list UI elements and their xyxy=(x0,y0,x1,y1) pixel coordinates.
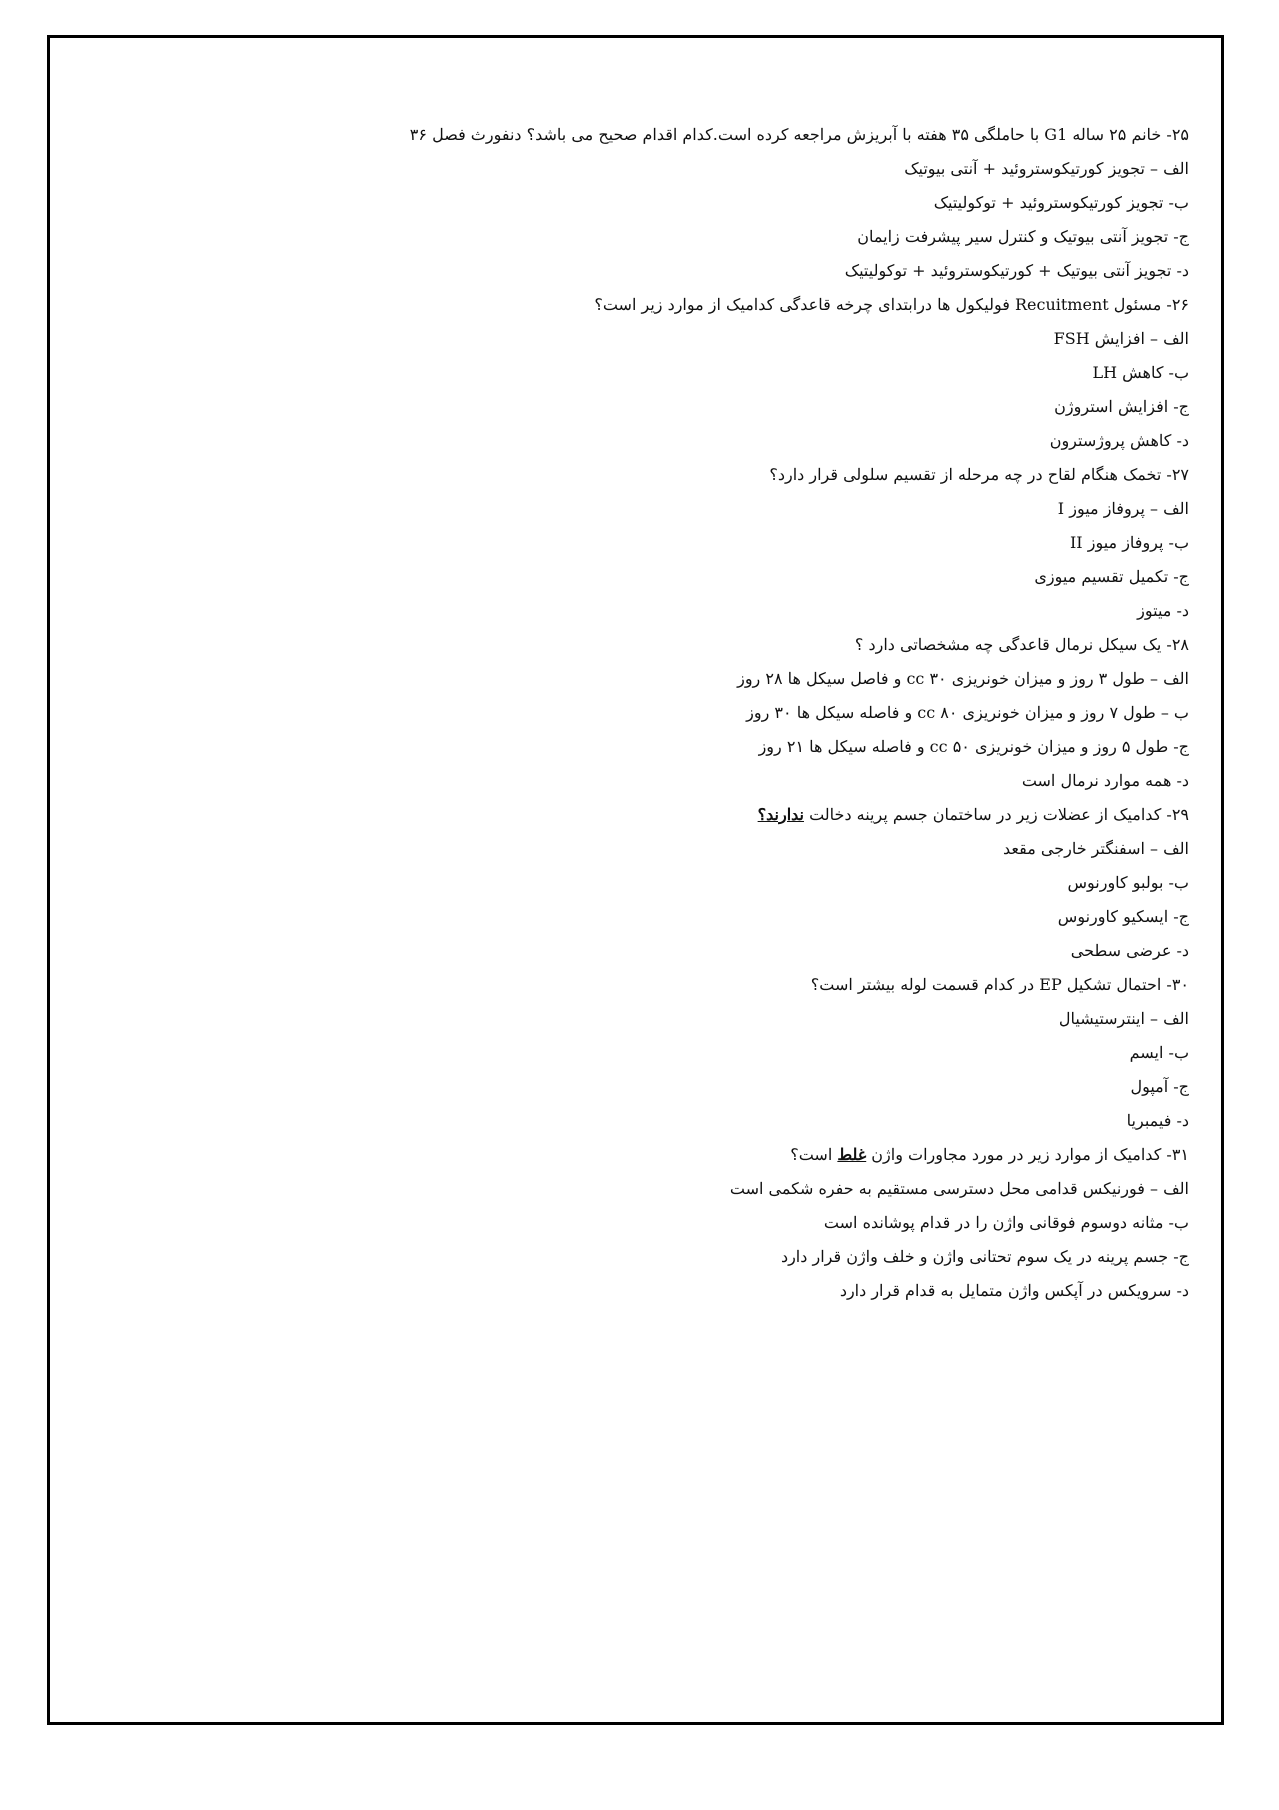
option-jim: ج- طول ۵ روز و میزان خونریزی ۵۰ cc و فاصله سیکل ها ۲۱ روز xyxy=(758,737,1189,756)
option-jim: ج- ایسکیو کاورنوس xyxy=(1057,907,1189,926)
question-text: ۲۷- تخمک هنگام لقاح در چه مرحله از تقسیم سلولی قرار دارد؟ xyxy=(769,465,1189,484)
emphasis-word: غلط xyxy=(837,1145,867,1164)
option-jim: ج- افزایش استروژن xyxy=(1054,397,1189,416)
option-dal: د- عرضی سطحی xyxy=(1070,941,1189,960)
option-dal: د- تجویز آنتی بیوتیک + کورتیکوستروئید + توکولیتیک xyxy=(844,261,1189,280)
question-text xyxy=(129,1138,1189,1172)
option-jim: ج- آمپول xyxy=(1130,1077,1189,1096)
option-alef: الف – فورنیکس قدامی محل دسترسی مستقیم به حفره شکمی است xyxy=(729,1179,1189,1198)
question-30 xyxy=(129,968,1189,1138)
question-28 xyxy=(129,628,1189,798)
question-27 xyxy=(129,458,1189,628)
option-dal: د- همه موارد نرمال است xyxy=(1021,771,1189,790)
option-be: ب – طول ۷ روز و میزان خونریزی ۸۰ cc و فاصله سیکل ها ۳۰ روز xyxy=(746,703,1189,722)
question-text: ۲۶- مسئول Recuitment فولیکول ها درابتدای چرخه قاعدگی کدامیک از موارد زیر است؟ xyxy=(594,295,1189,314)
option-alef: الف – پروفاز میوز I xyxy=(1057,499,1189,518)
option-jim: ج- تکمیل تقسیم میوزی xyxy=(1034,567,1189,586)
question-text: ۳۰- احتمال تشکیل EP در کدام قسمت لوله بیشتر است؟ xyxy=(810,975,1189,994)
option-dal: د- کاهش پروژسترون xyxy=(1049,431,1189,450)
option-alef: الف – اینترستیشیال xyxy=(1058,1009,1189,1028)
question-25 xyxy=(129,118,1189,288)
option-jim: ج- جسم پرینه در یک سوم تحتانی واژن و خلف واژن قرار دارد xyxy=(780,1247,1189,1266)
question-text-main: ۳۱- کدامیک از موارد زیر در مورد مجاورات واژن xyxy=(866,1145,1189,1164)
question-text: ۲۵- خانم ۲۵ ساله G1 با حاملگی ۳۵ هفته با آبریزش مراجعه کرده است.کدام اقدام صحیح می باشد؟ دنفورث فصل ۳۶ xyxy=(409,125,1189,144)
option-be: ب- تجویز کورتیکوستروئید + توکولیتیک xyxy=(933,193,1189,212)
option-alef: الف – تجویز کورتیکوستروئید + آنتی بیوتیک xyxy=(904,159,1189,178)
option-dal: د- سرویکس در آپکس واژن متمایل به قدام قرار دارد xyxy=(839,1281,1189,1300)
option-be: ب- بولبو کاورنوس xyxy=(1067,873,1189,892)
option-alef: الف – افزایش FSH xyxy=(1053,329,1189,348)
question-text xyxy=(129,798,1189,832)
question-text: ۲۸- یک سیکل نرمال قاعدگی چه مشخصاتی دارد ؟ xyxy=(854,635,1189,654)
option-alef: الف – طول ۳ روز و میزان خونریزی ۳۰ cc و فاصل سیکل ها ۲۸ روز xyxy=(737,669,1189,688)
option-alef: الف – اسفنگتر خارجی مقعد xyxy=(1003,839,1189,858)
question-text-tail: است؟ xyxy=(790,1145,838,1164)
option-be: ب- ایسم xyxy=(1129,1043,1189,1062)
question-31 xyxy=(129,1138,1189,1308)
emphasis-word: ندارند؟ xyxy=(757,805,804,824)
option-dal: د- فیمبریا xyxy=(1126,1111,1189,1130)
question-text-main: ۲۹- کدامیک از عضلات زیر در ساختمان جسم پرینه دخالت xyxy=(804,805,1189,824)
option-jim: ج- تجویز آنتی بیوتیک و کنترل سیر پیشرفت زایمان xyxy=(857,227,1189,246)
exam-content xyxy=(129,118,1189,1308)
option-be: ب- پروفاز میوز II xyxy=(1069,533,1189,552)
option-be: ب- کاهش LH xyxy=(1092,363,1189,382)
question-29 xyxy=(129,798,1189,968)
option-be: ب- مثانه دوسوم فوقانی واژن را در قدام پوشانده است xyxy=(823,1213,1189,1232)
option-dal: د- میتوز xyxy=(1137,601,1189,620)
question-26 xyxy=(129,288,1189,458)
